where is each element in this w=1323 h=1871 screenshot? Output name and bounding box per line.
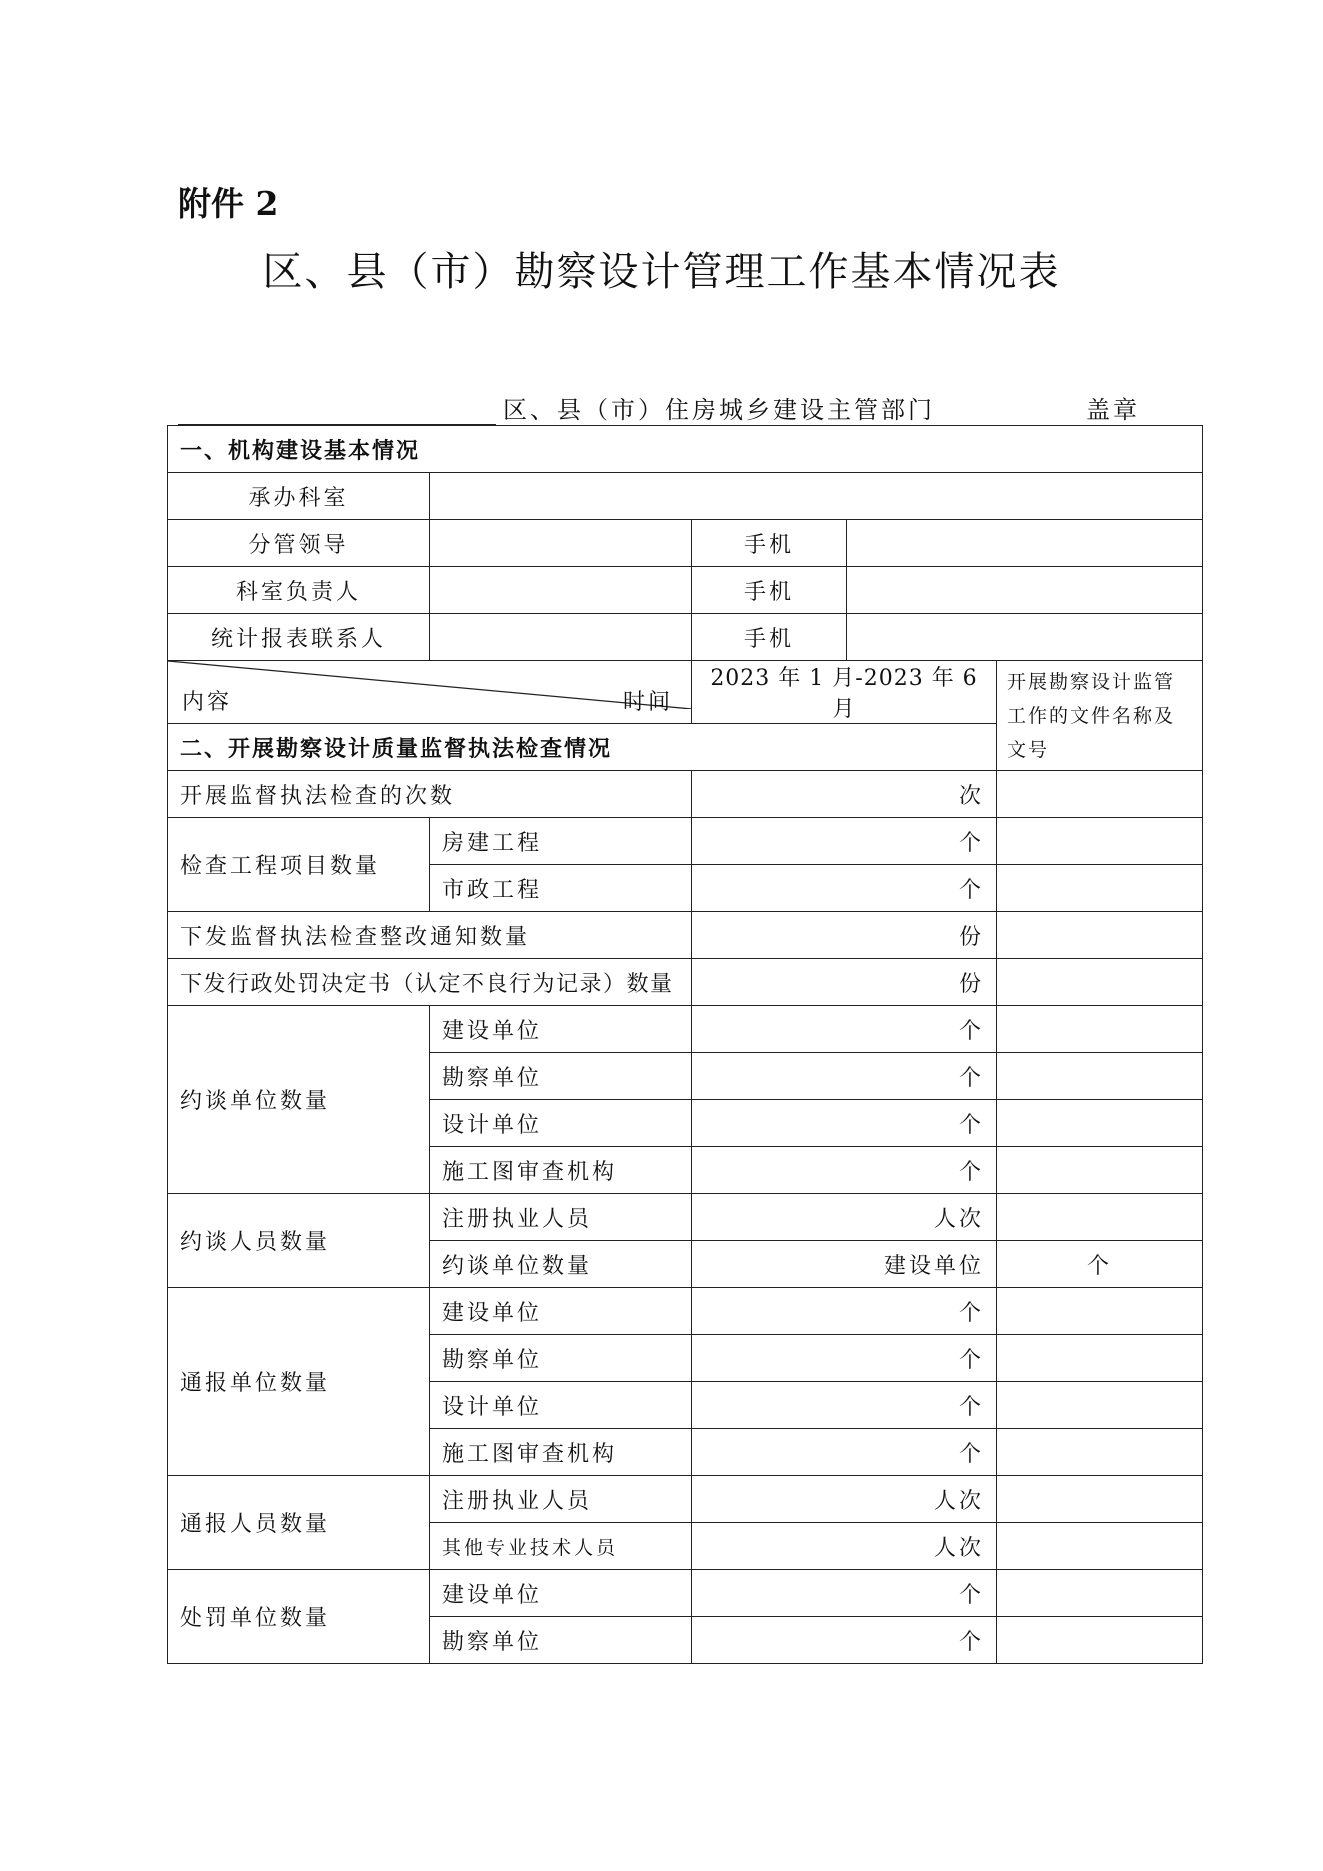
head-phone-label: 手机 bbox=[692, 567, 847, 614]
rectify-doc[interactable] bbox=[997, 912, 1203, 959]
table-row bbox=[168, 912, 1203, 959]
notify-units-sub-label: 设计单位 bbox=[430, 1382, 692, 1429]
penalty-docs-doc[interactable] bbox=[997, 959, 1203, 1006]
interview-units-sub-label: 设计单位 bbox=[430, 1100, 692, 1147]
diagonal-header-cell bbox=[168, 661, 692, 724]
table-row bbox=[168, 473, 1203, 520]
table-row bbox=[168, 520, 1203, 567]
page-title: 区、县（市）勘察设计管理工作基本情况表 bbox=[262, 249, 1061, 295]
section-2-heading: 二、开展勘察设计质量监督执法检查情况 bbox=[168, 724, 997, 771]
diagonal-divider bbox=[168, 661, 692, 709]
interview-persons-sub-label: 约谈单位数量 bbox=[430, 1241, 692, 1288]
notify-units-sub-label: 勘察单位 bbox=[430, 1335, 692, 1382]
projects-sub-label: 房建工程 bbox=[430, 818, 692, 865]
table-row bbox=[168, 1194, 1203, 1241]
seal-label: 盖章 bbox=[1086, 396, 1140, 424]
interview-persons-label: 约谈人员数量 bbox=[168, 1194, 430, 1288]
punish-units-label: 处罚单位数量 bbox=[168, 1570, 430, 1664]
leader-phone-field[interactable] bbox=[847, 520, 1203, 567]
doc-name-header: 开展勘察设计监管工作的文件名称及文号 bbox=[997, 661, 1203, 771]
interview-persons-unit[interactable]: 人次 bbox=[692, 1194, 997, 1241]
table-row bbox=[168, 567, 1203, 614]
notify-units-doc[interactable] bbox=[997, 1288, 1203, 1335]
rectify-unit[interactable]: 份 bbox=[692, 912, 997, 959]
projects-doc[interactable] bbox=[997, 818, 1203, 865]
interview-units-unit[interactable]: 个 bbox=[692, 1147, 997, 1194]
notify-persons-unit[interactable]: 人次 bbox=[692, 1476, 997, 1523]
leader-phone-label: 手机 bbox=[692, 520, 847, 567]
attachment-label: 附件 2 bbox=[178, 184, 279, 223]
interview-persons-sub-label: 注册执业人员 bbox=[430, 1194, 692, 1241]
contact-field[interactable] bbox=[430, 614, 692, 661]
interview-units-unit[interactable]: 个 bbox=[692, 1100, 997, 1147]
interview-units-doc[interactable] bbox=[997, 1053, 1203, 1100]
notify-units-doc[interactable] bbox=[997, 1429, 1203, 1476]
info-table bbox=[167, 425, 1203, 1664]
notify-units-unit[interactable]: 个 bbox=[692, 1382, 997, 1429]
table-row bbox=[168, 1570, 1203, 1617]
interview-units-sub-label: 建设单位 bbox=[430, 1006, 692, 1053]
projects-unit[interactable]: 个 bbox=[692, 818, 997, 865]
punish-units-doc[interactable] bbox=[997, 1617, 1203, 1664]
period-label: 2023 年 1 月-2023 年 6 月 bbox=[692, 661, 997, 724]
section-1-heading-row bbox=[168, 426, 1203, 473]
table-row bbox=[168, 614, 1203, 661]
inspections-unit[interactable]: 次 bbox=[692, 771, 997, 818]
table-row bbox=[168, 771, 1203, 818]
contact-label: 统计报表联系人 bbox=[168, 614, 430, 661]
interview-units-doc[interactable] bbox=[997, 1147, 1203, 1194]
time-label: 时间 bbox=[622, 690, 673, 715]
notify-units-sub-label: 施工图审查机构 bbox=[430, 1429, 692, 1476]
notify-persons-doc[interactable] bbox=[997, 1476, 1203, 1523]
inspections-doc[interactable] bbox=[997, 771, 1203, 818]
table-row bbox=[168, 818, 1203, 865]
interview-units-sub-label: 施工图审查机构 bbox=[430, 1147, 692, 1194]
table-row bbox=[168, 1006, 1203, 1053]
interview-persons-mid[interactable]: 建设单位 bbox=[692, 1241, 997, 1288]
interview-persons-doc[interactable] bbox=[997, 1194, 1203, 1241]
punish-units-sub-label: 勘察单位 bbox=[430, 1617, 692, 1664]
content-label: 内容 bbox=[182, 690, 233, 715]
table-row bbox=[168, 1476, 1203, 1523]
projects-sub-label: 市政工程 bbox=[430, 865, 692, 912]
notify-units-doc[interactable] bbox=[997, 1382, 1203, 1429]
inspections-label: 开展监督执法检查的次数 bbox=[168, 771, 692, 818]
office-label: 承办科室 bbox=[168, 473, 430, 520]
office-field[interactable] bbox=[430, 473, 1203, 520]
head-label: 科室负责人 bbox=[168, 567, 430, 614]
punish-units-unit[interactable]: 个 bbox=[692, 1617, 997, 1664]
section-1-heading: 一、机构建设基本情况 bbox=[168, 426, 1203, 473]
notify-persons-sub-label: 注册执业人员 bbox=[430, 1476, 692, 1523]
notify-persons-sub-label: 其他专业技术人员 bbox=[430, 1523, 692, 1570]
interview-units-unit[interactable]: 个 bbox=[692, 1053, 997, 1100]
interview-units-doc[interactable] bbox=[997, 1100, 1203, 1147]
interview-units-sub-label: 勘察单位 bbox=[430, 1053, 692, 1100]
head-field[interactable] bbox=[430, 567, 692, 614]
notify-units-doc[interactable] bbox=[997, 1335, 1203, 1382]
notify-units-unit[interactable]: 个 bbox=[692, 1335, 997, 1382]
contact-phone-label: 手机 bbox=[692, 614, 847, 661]
punish-units-sub-label: 建设单位 bbox=[430, 1570, 692, 1617]
notify-units-sub-label: 建设单位 bbox=[430, 1288, 692, 1335]
notify-units-label: 通报单位数量 bbox=[168, 1288, 430, 1476]
notify-persons-label: 通报人员数量 bbox=[168, 1476, 430, 1570]
notify-persons-unit[interactable]: 人次 bbox=[692, 1523, 997, 1570]
head-phone-field[interactable] bbox=[847, 567, 1203, 614]
department-line bbox=[178, 388, 1208, 428]
projects-label: 检查工程项目数量 bbox=[168, 818, 430, 912]
contact-phone-field[interactable] bbox=[847, 614, 1203, 661]
interview-persons-unit[interactable]: 个 bbox=[997, 1241, 1203, 1288]
punish-units-doc[interactable] bbox=[997, 1570, 1203, 1617]
interview-units-label: 约谈单位数量 bbox=[168, 1006, 430, 1194]
projects-unit[interactable]: 个 bbox=[692, 865, 997, 912]
leader-field[interactable] bbox=[430, 520, 692, 567]
interview-units-doc[interactable] bbox=[997, 1006, 1203, 1053]
interview-units-unit[interactable]: 个 bbox=[692, 1006, 997, 1053]
penalty-docs-label: 下发行政处罚决定书（认定不良行为记录）数量 bbox=[168, 959, 692, 1006]
penalty-docs-unit[interactable]: 份 bbox=[692, 959, 997, 1006]
table-row bbox=[168, 1288, 1203, 1335]
punish-units-unit[interactable]: 个 bbox=[692, 1570, 997, 1617]
diagonal-header-row bbox=[168, 661, 1203, 724]
leader-label: 分管领导 bbox=[168, 520, 430, 567]
rectify-label: 下发监督执法检查整改通知数量 bbox=[168, 912, 692, 959]
notify-persons-doc[interactable] bbox=[997, 1523, 1203, 1570]
notify-units-unit[interactable]: 个 bbox=[692, 1429, 997, 1476]
table-row bbox=[168, 959, 1203, 1006]
notify-units-unit[interactable]: 个 bbox=[692, 1288, 997, 1335]
projects-doc[interactable] bbox=[997, 865, 1203, 912]
department-label: 区、县（市）住房城乡建设主管部门 bbox=[503, 396, 935, 424]
